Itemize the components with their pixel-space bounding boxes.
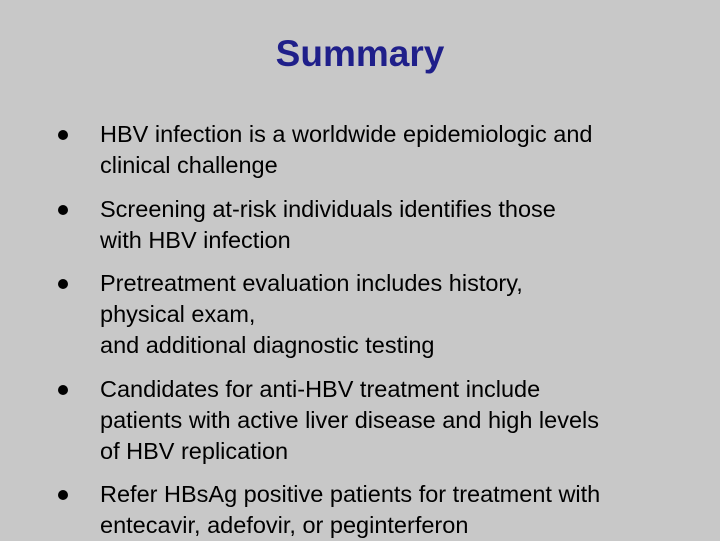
bullet-line: entecavir, adefovir, or peginterferon — [100, 512, 469, 538]
bullet-line: Candidates for anti-HBV treatment include — [100, 376, 541, 402]
bullet-line: patients with active liver disease and high levels — [100, 407, 599, 433]
bullet-text — [100, 479, 700, 541]
bullet-text — [100, 374, 700, 467]
bullet-text — [100, 268, 700, 361]
bullet-line: with HBV infection — [100, 227, 291, 253]
bullet-line: and additional diagnostic testing — [100, 332, 435, 358]
bullet-line: Refer HBsAg positive patients for treatment with — [100, 481, 601, 507]
bullet-dot-icon — [58, 490, 68, 500]
bullet-dot-icon — [58, 205, 68, 215]
bullet-text — [100, 119, 700, 181]
bullet-dot-icon — [58, 279, 68, 289]
bullet-text — [100, 194, 700, 256]
bullet-line: physical exam, — [100, 301, 256, 327]
bullet-line: HBV infection is a worldwide epidemiologic and — [100, 121, 593, 147]
bullet-line: Screening at-risk individuals identifies those — [100, 196, 556, 222]
bullet-line: of HBV replication — [100, 438, 289, 464]
bullet-line: clinical challenge — [100, 152, 278, 178]
bullet-line: Pretreatment evaluation includes history, — [100, 270, 523, 296]
slide-title: Summary — [275, 33, 445, 74]
bullet-dot-icon — [58, 130, 68, 140]
bullet-dot-icon — [58, 385, 68, 395]
